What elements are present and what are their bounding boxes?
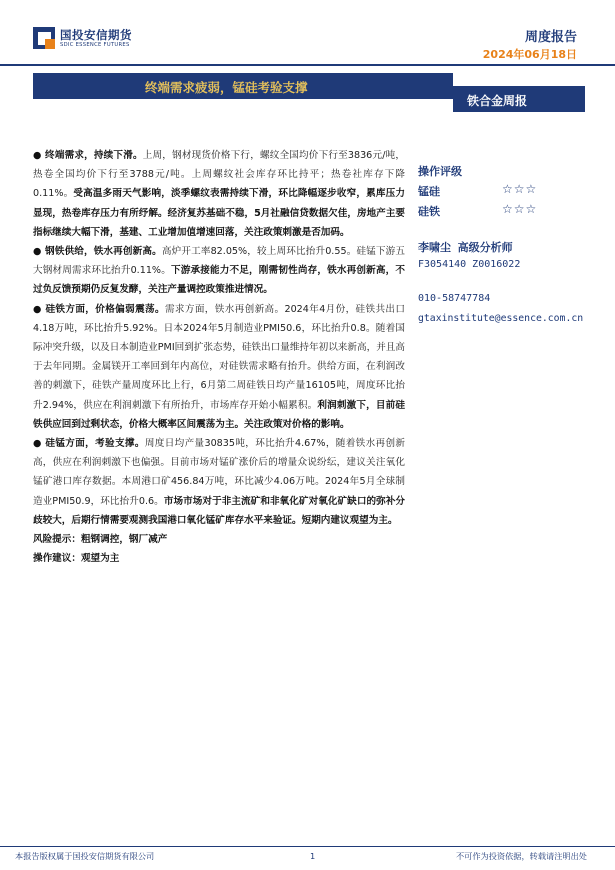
body-paragraph [33,434,405,530]
contact-email[interactable]: gtaxinstitute@essence.com.cn [418,313,584,324]
header-divider [0,64,615,66]
body-paragraph [33,300,405,434]
logo-cn-text: 国投安信期货 [60,28,132,42]
paragraph-bold-text: 下游承接能力不足，刚需韧性尚存，铁水再创新高，不过负反馈预期仍反复发酵，关注产量调控政策推进情况。 [33,265,406,296]
report-body [33,146,405,568]
body-paragraph [33,242,405,300]
paragraph-bold-text: ● 硅锰方面，考验支撑。 [33,438,145,450]
analyst-certificates: F3054140 Z0016022 [418,259,521,270]
paragraph-text: 需求方面，铁水再创新高。2024年4月份，硅铁共出口4.18万吨，环比抬升5.92%。日本2024年5月制造业PMI50.6，环比抬升0.8。随着国际冲突升级，以及日本制造业PMI回到扩张态势，硅铁出口量维持年初以来新高，并且高于去年同期。金属镁开工率回到年内高位，对硅铁需求略有抬升。供给方面，在利润改善的刺激下，硅铁产量周度环比上行，6月第二周硅铁日均产量16105吨，周度环比抬升2.94%，供应在利润刺激下有所抬升，市场库存开始小幅累积。 [33,303,405,411]
paragraph-text: 上周，钢材现货价格下行，螺纹全国均价下行至3836元/吨，热卷全国均价下行至3788元/吨。上周螺纹社会库存环比持平；热卷社库存下降0.11%。 [33,150,405,200]
paragraph-bold-text: 利润刺激下，目前硅铁供应回到过剩状态，价格大概率区间震荡为主。关注政策对价格的影响。 [33,399,405,430]
logo-mark-icon [33,27,55,49]
info-sidebar [418,163,608,333]
report-title: 终端需求疲弱，锰硅考验支撑 [145,80,308,95]
rating-row [418,203,608,223]
rating-label: 锰硅 [418,185,440,198]
rating-row [418,183,608,203]
report-tag [453,86,585,112]
paragraph-bold-text: 市场市场对于非主流矿和非氧化矿对氧化矿缺口的弥补分歧较大，后期行情需要观测我国港口氧化锰矿库存水平来验证。短期内建议观望为主。 [33,495,406,526]
body-paragraph [33,530,405,549]
footer-divider [0,846,615,847]
company-logo [33,27,143,51]
rating-stars-icon: ☆☆☆ [502,202,538,216]
footer-copyright: 本报告版权属于国投安信期货有限公司 [15,851,155,861]
body-paragraph [33,549,405,568]
report-tag-label: 铁合金周报 [467,94,528,108]
body-paragraph [33,146,405,242]
paragraph-bold-text: 风险提示：粗钢调控，钢厂减产 [33,534,168,546]
logo-en-text: SDIC ESSENCE FUTURES [60,42,130,48]
report-type: 周度报告 [524,30,577,45]
footer-disclaimer: 不可作为投资依据，转载请注明出处 [455,851,587,861]
report-date: 2024年06月18日 [482,48,577,61]
paragraph-text: 周度日均产量30835吨，环比抬升4.67%，随着铁水再创新高，供应在利润刺激下也偏强。目前市场对锰矿涨价后的增量众说纷纭，建议关注氧化锰矿港口库存数据。本周港口矿456.84万吨，环比减少4.06万吨。2024年5月全球制造业PMI50.9，环比抬升0.6。 [33,438,405,507]
title-banner [33,73,453,99]
paragraph-bold-text: ● 钢铁供给，铁水再创新高。 [33,246,162,258]
paragraph-bold-text: ● 硅铁方面，价格偏弱震荡。 [33,303,165,315]
paragraph-bold-text: ● 终端需求，持续下滑。 [33,150,143,161]
contact-phone: 010-58747784 [418,293,491,304]
paragraph-bold-text: 操作建议：观望为主 [33,553,120,565]
rating-stars-icon: ☆☆☆ [502,182,538,196]
rating-title: 操作评级 [418,165,462,178]
page-number: 1 [310,851,316,861]
rating-label: 硅铁 [418,205,440,218]
paragraph-bold-text: 受高温多雨天气影响，淡季螺纹表需持续下滑，环比降幅逐步收窄，累库压力显现，热卷库存压力有所纾解。经济复苏基础不稳，5月社融信贷数据欠佳，房地产主要指标继续大幅下滑，基建、工业增加值增速回落，关注政策刺激是否加码。 [33,188,405,238]
paragraph-text: 高炉开工率82.05%，较上周环比抬升0.55。硅锰下游五大钢材周需求环比抬升0.11%。 [33,246,405,277]
analyst-name: 李啸尘 高级分析师 [418,241,513,254]
